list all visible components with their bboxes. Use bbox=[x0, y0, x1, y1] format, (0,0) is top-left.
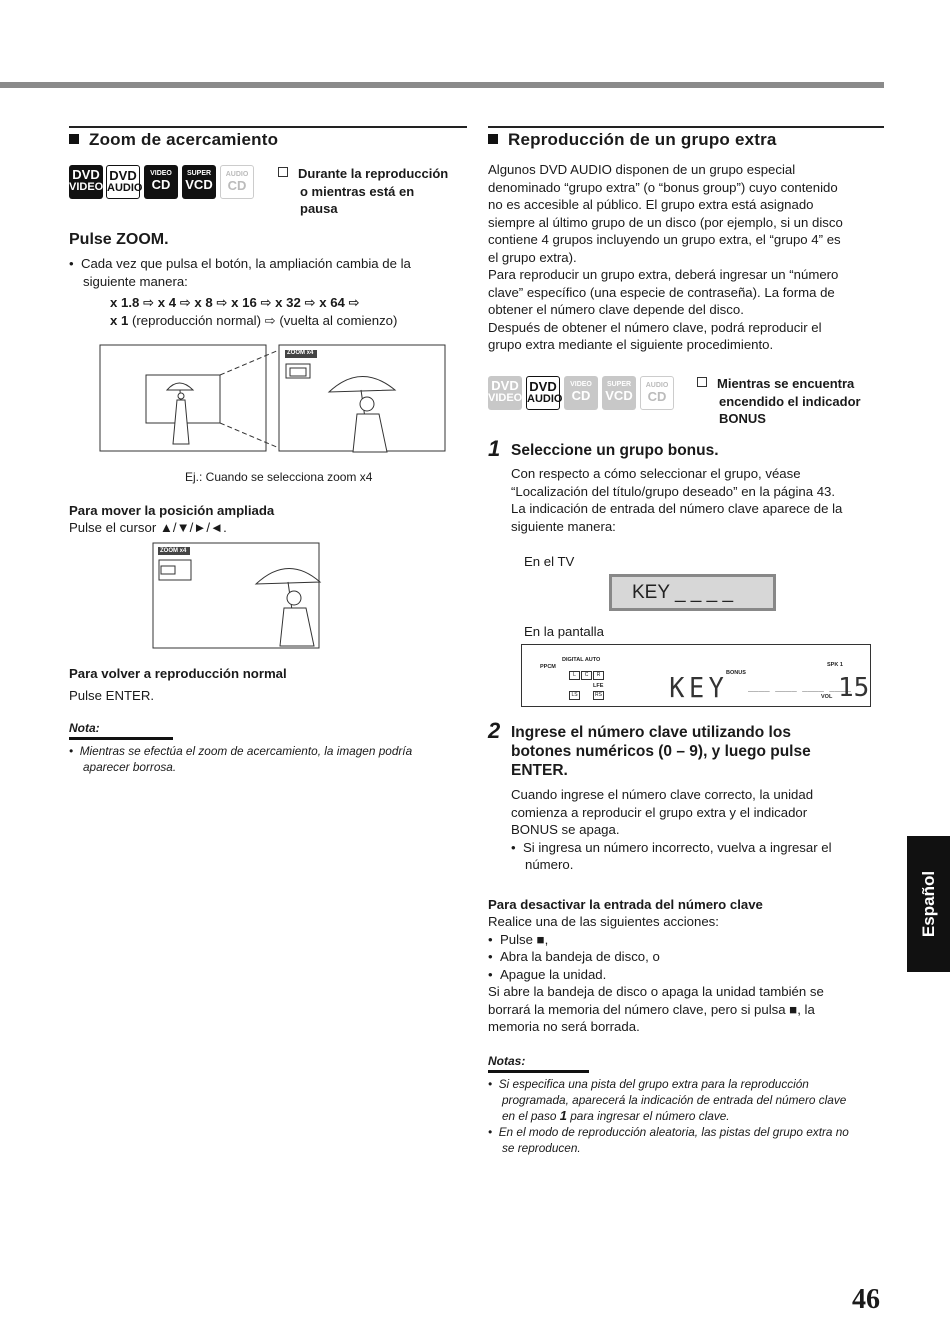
section-rule-right bbox=[488, 126, 884, 128]
header-bar bbox=[0, 82, 884, 88]
move-position-text: Pulse el cursor ▲/▼/►/◄. bbox=[69, 520, 227, 535]
bonus-condition: Mientras se encuentra encendido el indicador BONUS bbox=[697, 375, 887, 428]
zoom-caption: Ej.: Cuando se selecciona zoom x4 bbox=[185, 470, 373, 484]
normal-playback-title: Para volver a reproducción normal bbox=[69, 666, 287, 681]
step-2-body: Cuando ingrese el número clave correcto, la unidad comienza a reproducir el grupo extra y el indicador BONUS se apaga. • Si ingresa un número incorrecto, vuelva a ingresar el número. bbox=[511, 787, 832, 872]
en-el-tv-label: En el TV bbox=[524, 554, 575, 569]
badge-super-vcd: SUPER VCD bbox=[602, 376, 636, 410]
zoom-tag: ZOOM x4 bbox=[287, 350, 314, 356]
step-1-body: Con respecto a cómo seleccionar el grupo, véase “Localización del título/grupo deseado” en la página 43. La indicación de entrada del número clave aparece de la siguiente manera: bbox=[511, 466, 843, 534]
badge-video-cd: VIDEO CD bbox=[564, 376, 598, 410]
badge-audio-cd: AUDIO CD bbox=[220, 165, 254, 199]
zoom-tag-2: ZOOM x4 bbox=[160, 548, 187, 554]
deactivate-body: Realice una de las siguientes acciones: • Pulse ■, • Abra la bandeja de disco, o • Apague la unidad. Si abre la bandeja de disco o apaga la unidad también se borrará la memoria del número clave, pero si pulsa ■, la memoria no será borrada. bbox=[488, 914, 824, 1034]
nota-label: Nota: bbox=[69, 721, 100, 735]
step-1-number: 1 bbox=[488, 436, 501, 461]
badge-video-cd: VIDEO CD bbox=[144, 165, 178, 199]
step-1-heading: Seleccione un grupo bonus. bbox=[511, 442, 719, 459]
deactivate-title: Para desactivar la entrada del número clave bbox=[488, 897, 763, 912]
bonus-intro: Algunos DVD AUDIO disponen de un grupo especial denominado “grupo extra” (o “bonus group”) cuyo contenido no es accesible al público. El grupo extra está asignado siempre al último grupo de un disco (por ejemplo, si un disco contiene 4 grupos incluyendo un grupo extra, el “grupo 4” es el grupo extra). Para reproducir un grupo extra, deberá ingresar un “número clave” específico (una especie de contraseña). La forma de obtener el número clave depende del disco. Después de obtener el número clave, podrá reproducir el grupo extra mediante el siguiente procedimiento. bbox=[488, 162, 843, 352]
section-rule bbox=[69, 126, 467, 128]
language-tab: Español bbox=[907, 836, 950, 972]
zoom-sequence-2: x 1 (reproducción normal) ⇨ (vuelta al comienzo) bbox=[110, 313, 398, 328]
pulse-zoom-heading: Pulse ZOOM. bbox=[69, 231, 169, 248]
badge-dvd-video: DVD VIDEO bbox=[69, 165, 103, 199]
move-position-title: Para mover la posición ampliada bbox=[69, 503, 275, 518]
step-2-heading: Ingrese el número clave utilizando los botones numéricos (0 – 9), y luego pulse ENTER. bbox=[511, 724, 811, 779]
en-la-pantalla-label: En la pantalla bbox=[524, 624, 604, 639]
tv-key-display: KEY _ _ _ _ bbox=[609, 574, 776, 611]
normal-playback-text: Pulse ENTER. bbox=[69, 688, 155, 703]
step-2-number: 2 bbox=[488, 718, 501, 743]
front-display: PPCM DIGITAL AUTO BONUS SPK 1 LFE VOL L C R LS RS KEY ____ ____ ____ ____ 15 bbox=[521, 644, 871, 707]
zoom-sequence: x 1.8 ⇨ x 4 ⇨ x 8 ⇨ x 16 ⇨ x 32 ⇨ x 64 ⇨ bbox=[110, 295, 360, 310]
section-title-bonus: Reproducción de un grupo extra bbox=[488, 130, 777, 150]
nota-text: • Mientras se efectúa el zoom de acercamiento, la imagen podría aparecer borrosa. bbox=[69, 744, 413, 774]
badge-audio-cd: AUDIO CD bbox=[640, 376, 674, 410]
section-title-zoom: Zoom de acercamiento bbox=[69, 130, 278, 150]
zoom-move-illustration bbox=[152, 542, 322, 650]
nota-rule bbox=[69, 737, 173, 740]
badge-dvd-video: DVD VIDEO bbox=[488, 376, 522, 410]
badge-super-vcd: SUPER VCD bbox=[182, 165, 216, 199]
condition-note: Durante la reproducción o mientras está en pausa bbox=[278, 165, 473, 218]
zoom-bullet: • Cada vez que pulsa el botón, la ampliación cambia de la siguiente manera: bbox=[69, 256, 411, 289]
page-number: 46 bbox=[852, 1284, 880, 1315]
badge-dvd-audio: DVD AUDIO bbox=[526, 376, 560, 410]
zoom-illustration bbox=[99, 344, 449, 454]
notas-text: • Si especifica una pista del grupo extra para la reproducción programada, aparecerá la indicación de entrada del número clave en el paso 1 para ingresar el número clave. • En el modo de reproducción aleatoria, las pistas del grupo extra no se reproducen. bbox=[488, 1077, 849, 1155]
badge-dvd-audio: DVD AUDIO bbox=[106, 165, 140, 199]
notas-label: Notas: bbox=[488, 1054, 526, 1068]
notas-rule bbox=[488, 1070, 589, 1073]
